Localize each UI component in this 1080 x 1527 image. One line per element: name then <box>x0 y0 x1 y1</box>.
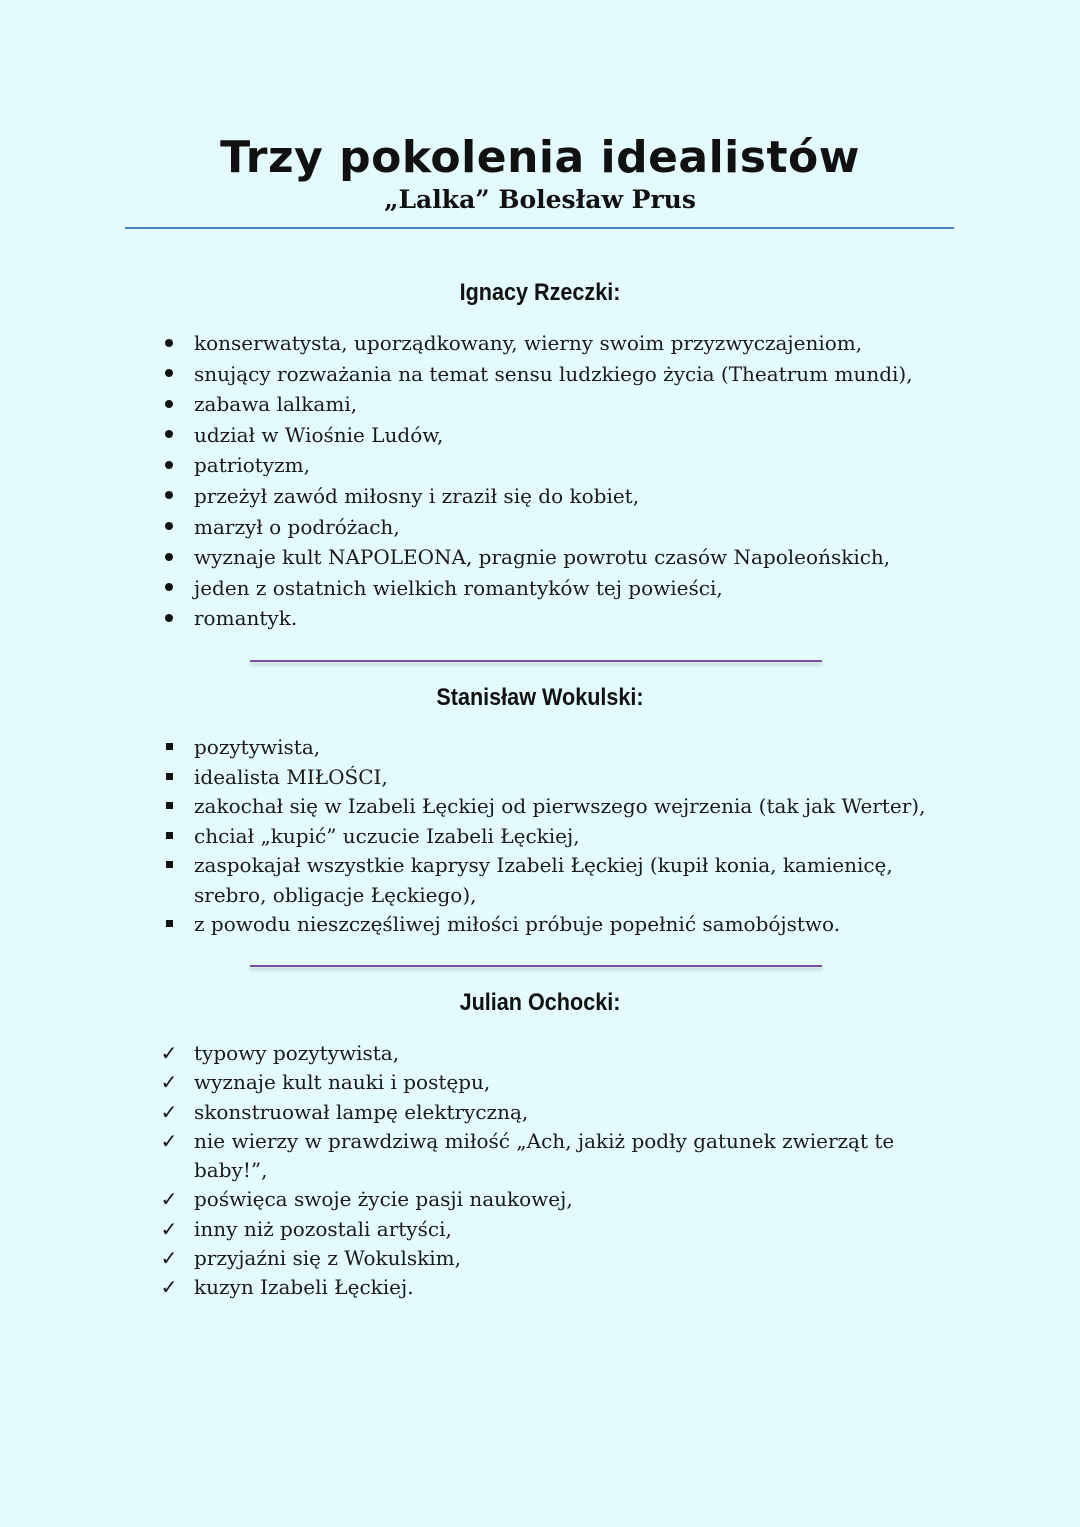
bullet-dot-icon <box>157 603 181 634</box>
section-divider <box>250 965 822 967</box>
list-item <box>0 328 1080 359</box>
checkmark-icon: ✓ <box>160 1246 178 1271</box>
list-item-text: wyznaje kult NAPOLEONA, pragnie powrotu czasów Napoleońskich, <box>194 545 891 570</box>
wokulski-traits-list <box>0 733 1080 940</box>
list-item-text: marzył o podróżach, <box>194 514 400 539</box>
bullet-square-icon <box>157 763 181 793</box>
list-item-text: poświęca swoje życie pasji naukowej, <box>194 1187 573 1212</box>
list-item-text: typowy pozytywista, <box>194 1041 400 1065</box>
list-item-text: idealista MIŁOŚCI, <box>194 764 388 789</box>
ochocki-traits-list <box>0 1039 1080 1303</box>
list-item <box>0 1185 1080 1214</box>
list-item <box>0 822 1080 852</box>
list-item <box>0 1215 1080 1244</box>
bullet-dot-icon <box>157 450 181 481</box>
list-item-text: kuzyn Izabeli Łęckiej. <box>194 1275 414 1300</box>
list-item-text: przyjaźni się z Wokulskim, <box>194 1246 461 1271</box>
list-item <box>0 450 1080 481</box>
list-item-text: inny niż pozostali artyści, <box>194 1216 452 1241</box>
bullet-square-icon <box>157 792 181 822</box>
checkmark-icon: ✓ <box>160 1216 178 1241</box>
list-item-text: pozytywista, <box>194 735 321 759</box>
list-item <box>0 1098 1080 1127</box>
list-item-text: snujący rozważania na temat sensu ludzkiego życia (Theatrum mundi), <box>194 361 913 386</box>
checkmark-icon: ✓ <box>160 1275 178 1300</box>
title-underline <box>125 227 954 229</box>
list-item-text: zabawa lalkami, <box>194 392 358 417</box>
list-item <box>0 792 1080 822</box>
list-item-text: przeżył zawód miłosny i zraził się do kobiet, <box>194 483 640 508</box>
checkmark-icon: ✓ <box>160 1128 178 1153</box>
list-item-text: z powodu nieszczęśliwej miłości próbuje popełnić samobójstwo. <box>194 912 841 936</box>
bullet-dot-icon <box>157 542 181 573</box>
list-item-text: romantyk. <box>194 606 298 631</box>
list-item <box>0 389 1080 420</box>
list-item <box>0 603 1080 634</box>
list-item-text: chciał „kupić” uczucie Izabeli Łęckiej, <box>194 823 580 848</box>
bullet-dot-icon <box>157 420 181 451</box>
bullet-square-icon <box>157 910 181 940</box>
checkmark-icon: ✓ <box>160 1187 178 1212</box>
checkmark-icon: ✓ <box>160 1099 178 1124</box>
list-item <box>0 733 1080 763</box>
document-title: Trzy pokolenia idealistów <box>220 132 860 183</box>
list-item <box>0 1244 1080 1273</box>
list-item-text: zakochał się w Izabeli Łęckiej od pierwszego wejrzenia (tak jak Werter), <box>194 794 926 818</box>
list-item-text: nie wierzy w prawdziwą miłość „Ach, jakiż podły gatunek zwierząt te baby!”, <box>194 1128 895 1183</box>
list-item <box>0 1273 1080 1302</box>
list-item-text: skonstruował lampę elektryczną, <box>194 1099 529 1124</box>
bullet-dot-icon <box>157 389 181 420</box>
section-heading-wokulski: Stanisław Wokulski: <box>436 684 644 711</box>
list-item <box>0 512 1080 543</box>
list-item <box>0 542 1080 573</box>
bullet-square-icon <box>157 822 181 852</box>
checkmark-icon: ✓ <box>160 1041 178 1065</box>
list-item-text: udział w Wiośnie Ludów, <box>194 422 444 447</box>
list-item <box>0 1068 1080 1097</box>
list-item-text: wyznaje kult nauki i postępu, <box>194 1070 491 1095</box>
rzecki-traits-list <box>0 328 1080 634</box>
document-subtitle: „Lalka” Bolesław Prus <box>384 185 696 214</box>
bullet-dot-icon <box>157 359 181 390</box>
checkmark-icon: ✓ <box>160 1070 178 1095</box>
bullet-dot-icon <box>157 481 181 512</box>
list-item <box>0 910 1080 940</box>
list-item <box>0 1127 1080 1186</box>
list-item <box>0 481 1080 512</box>
list-item <box>0 851 1080 910</box>
list-item <box>0 1039 1080 1068</box>
list-item-text: patriotyzm, <box>194 453 310 478</box>
bullet-dot-icon <box>157 328 181 359</box>
section-heading-rzecki: Ignacy Rzeczki: <box>459 279 621 306</box>
list-item <box>0 763 1080 793</box>
list-item <box>0 359 1080 390</box>
list-item-text: zaspokajał wszystkie kaprysy Izabeli Łęckiej (kupił konia, kamienicę, srebro, obligacje Łęckiego), <box>194 853 893 907</box>
list-item-text: konserwatysta, uporządkowany, wierny swoim przyzwyczajeniom, <box>194 331 863 355</box>
list-item-text: jeden z ostatnich wielkich romantyków tej powieści, <box>194 575 723 600</box>
bullet-dot-icon <box>157 573 181 604</box>
bullet-dot-icon <box>157 512 181 543</box>
list-item <box>0 573 1080 604</box>
bullet-square-icon <box>157 733 181 763</box>
bullet-square-icon <box>157 851 181 881</box>
list-item <box>0 420 1080 451</box>
section-heading-ochocki: Julian Ochocki: <box>459 989 621 1016</box>
section-divider <box>250 660 822 662</box>
